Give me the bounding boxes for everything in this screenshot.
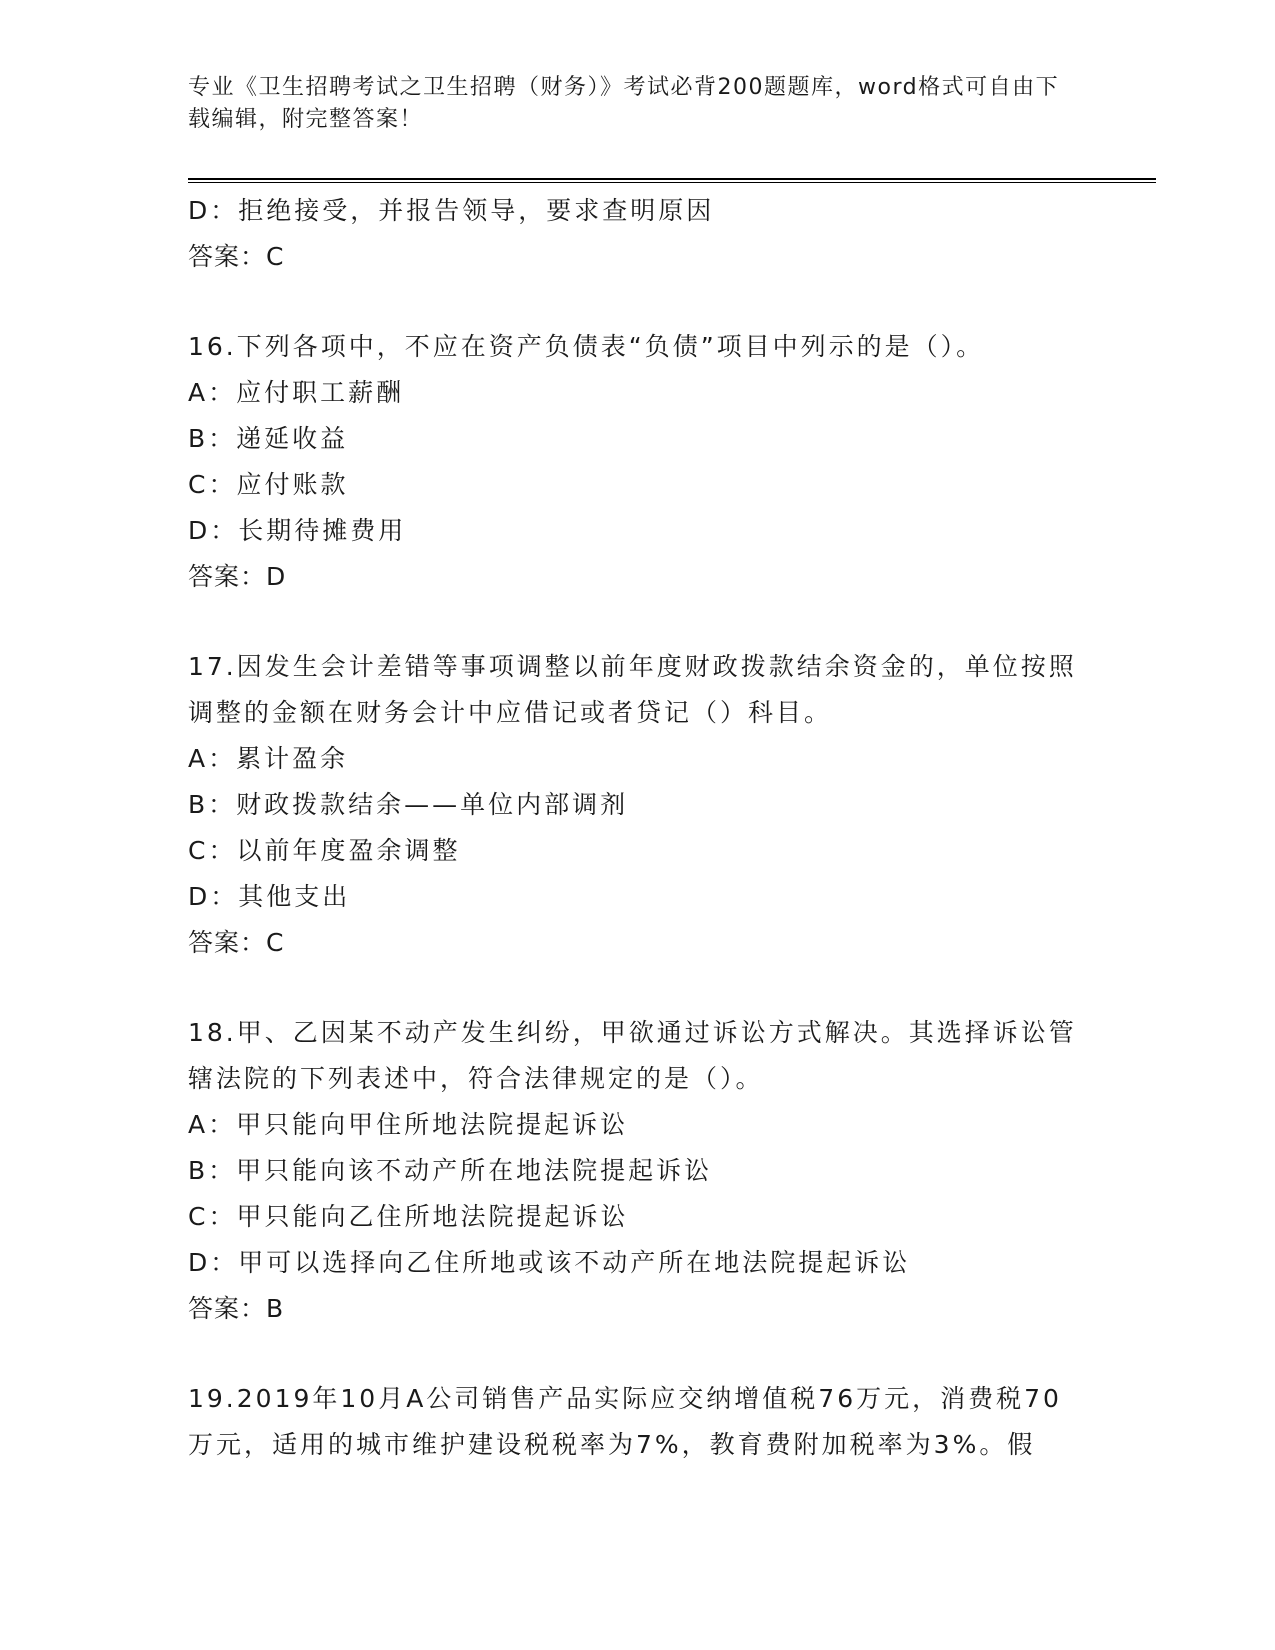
option-b: B：甲只能向该不动产所在地法院提起诉讼: [188, 1156, 713, 1185]
option-c: C：甲只能向乙住所地法院提起诉讼: [188, 1202, 629, 1231]
question-list: [188, 188, 1088, 1468]
option-a: A：甲只能向甲住所地法院提起诉讼: [188, 1110, 629, 1139]
option-c: C：以前年度盈余调整: [188, 836, 461, 865]
option-d: D：其他支出: [188, 882, 351, 911]
option-b: B：财政拨款结余——单位内部调剂: [188, 790, 629, 819]
option-d: D：拒绝接受，并报告领导，要求查明原因: [188, 196, 715, 225]
option-a: A：累计盈余: [188, 744, 349, 773]
header-divider: [188, 178, 1156, 180]
document-header: [188, 72, 1068, 136]
question-16: [188, 324, 1088, 600]
header-title: 专业《卫生招聘考试之卫生招聘（财务）》考试必背200题题库，word格式可自由下载编辑，附完整答案！: [188, 75, 1060, 132]
option-b: B：递延收益: [188, 424, 349, 453]
answer: 答案：C: [188, 242, 285, 271]
question-18: [188, 1010, 1088, 1332]
option-d: D：甲可以选择向乙住所地或该不动产所在地法院提起诉讼: [188, 1248, 911, 1277]
question-stem: 19.2019年10月A公司销售产品实际应交纳增值税76万元，消费税70万元，适用的城市维护建设税税率为7%，教育费附加税率为3%。假: [188, 1384, 1062, 1459]
question-19: [188, 1376, 1088, 1468]
option-a: A：应付职工薪酬: [188, 378, 405, 407]
option-c: C：应付账款: [188, 470, 349, 499]
question-17: [188, 644, 1088, 966]
option-d: D：长期待摊费用: [188, 516, 407, 545]
question-stem: 17.因发生会计差错等事项调整以前年度财政拨款结余资金的，单位按照调整的金额在财务会计中应借记或者贷记（）科目。: [188, 652, 1077, 727]
answer: 答案：B: [188, 1294, 285, 1323]
question-stem: 16.下列各项中，不应在资产负债表“负债”项目中列示的是（）。: [188, 332, 985, 361]
answer: 答案：C: [188, 928, 285, 957]
question-stem: 18.甲、乙因某不动产发生纠纷，甲欲通过诉讼方式解决。其选择诉讼管辖法院的下列表述中，符合法律规定的是（）。: [188, 1018, 1077, 1093]
answer: 答案：D: [188, 562, 287, 591]
header-divider-thin: [188, 182, 1156, 183]
